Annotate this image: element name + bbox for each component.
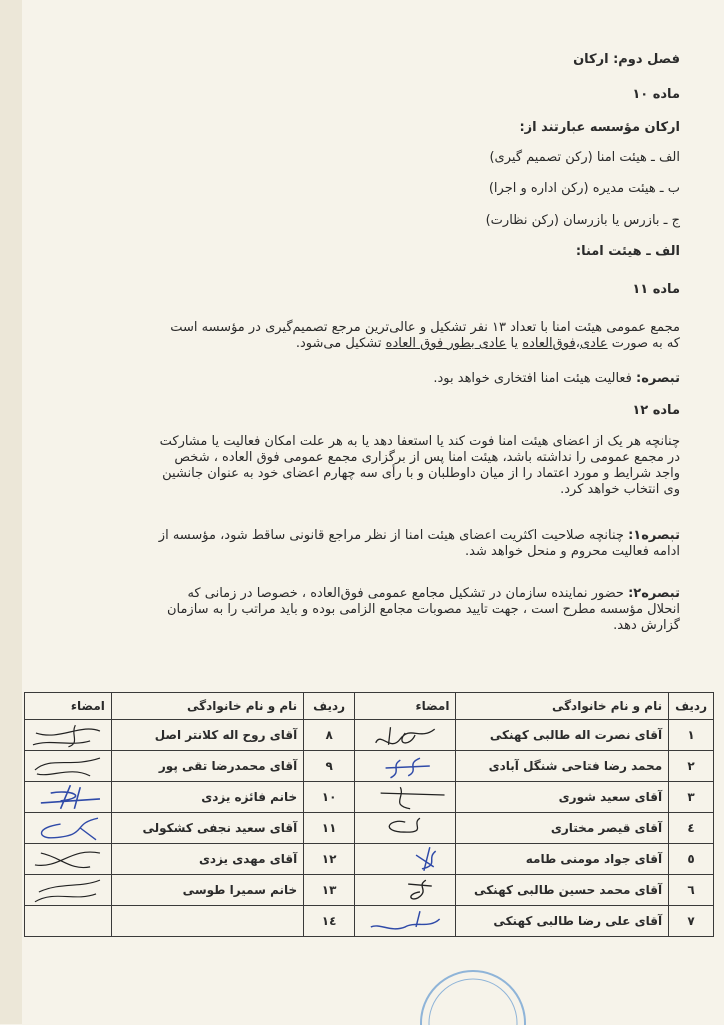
note-2 <box>55 586 680 634</box>
signature <box>25 875 112 906</box>
header-name: نام و نام خانوادگی <box>111 693 303 720</box>
signature-scribble <box>31 814 105 842</box>
signature <box>355 751 456 782</box>
row-number: ۷ <box>669 906 714 937</box>
article-12-heading: ماده ۱۲ <box>632 403 680 418</box>
pillar-a: الف ـ هیئت امنا (رکن تصمیم گیری) <box>489 150 680 165</box>
table-header-row <box>25 693 714 720</box>
text-span: که به صورت <box>607 336 680 351</box>
table-row <box>25 875 714 906</box>
signature <box>355 875 456 906</box>
row-number: ٦ <box>669 875 714 906</box>
section-a-heading: الف ـ هیئت امنا: <box>575 244 680 259</box>
member-name: آقای محمدرضا تقی پور <box>111 751 303 782</box>
header-signature: امضاء <box>355 693 456 720</box>
text-span: ، <box>575 336 580 351</box>
note-2-line-3: گزارش دهد. <box>613 618 680 633</box>
row-number: ۹ <box>304 751 355 782</box>
row-number: ۲ <box>669 751 714 782</box>
signature <box>25 751 112 782</box>
signature-table <box>24 692 714 937</box>
signature <box>355 844 456 875</box>
paper-edge <box>0 0 22 1024</box>
member-name: آقای علی رضا طالبی کهنکی <box>456 906 669 937</box>
table-row <box>25 751 714 782</box>
member-name <box>111 906 303 937</box>
signature-scribble <box>361 845 449 873</box>
signature <box>25 720 112 751</box>
signature-scribble <box>361 814 449 842</box>
row-number: ۱٤ <box>304 906 355 937</box>
article-11-line-1: مجمع عمومی هیئت امنا با تعداد ۱۳ نفر تشکیل و عالی‌ترین مرجع تصمیم‌گیری در مؤسسه است <box>170 320 680 335</box>
article-12-line-4: وی انتخاب خواهد کرد. <box>560 482 680 497</box>
table-row <box>25 782 714 813</box>
note-1-line-2: ادامه فعالیت محروم و منحل خواهد شد. <box>465 544 680 559</box>
article-11-line-2 <box>55 336 680 352</box>
note-line <box>433 371 680 387</box>
article-10-heading: ماده ۱۰ <box>632 87 680 102</box>
signature-scribble <box>31 752 105 780</box>
row-number: ٥ <box>669 844 714 875</box>
row-number: ۱۲ <box>304 844 355 875</box>
row-number: ۱ <box>669 720 714 751</box>
signature-empty <box>25 906 112 937</box>
member-name: آقای سعید نجفی کشکولی <box>111 813 303 844</box>
signature <box>355 720 456 751</box>
note-1 <box>55 528 680 560</box>
article-12-line-3: واجد شرایط و مورد اعتماد را از میان داوطلبان و با رأی سه چهارم اعضای خود به عنوان جانشین <box>162 466 680 481</box>
member-name: آقای سعید شوری <box>456 782 669 813</box>
header-signature: امضاء <box>25 693 112 720</box>
signature <box>25 844 112 875</box>
header-row-number: ردیف <box>669 693 714 720</box>
note-2-line-2: انحلال مؤسسه مطرح است ، جهت تایید مصوبات مجامع الزامی بوده و باید مراتب را به سازمان <box>166 602 680 617</box>
signature-scribble <box>361 783 449 811</box>
member-name: آقای نصرت اله طالبی کهنکی <box>456 720 669 751</box>
signature-scribble <box>31 721 105 749</box>
row-number: ۳ <box>669 782 714 813</box>
signature-scribble <box>31 876 105 904</box>
text-span: یا <box>506 336 523 351</box>
signature <box>355 906 456 937</box>
table-row <box>25 720 714 751</box>
underlined-term: فوق‌العاده <box>522 336 576 351</box>
note-1-line-1 <box>55 528 680 544</box>
note-2-label: تبصره۲: <box>628 586 680 601</box>
pillar-b: ب ـ هیئت مدیره (رکن اداره و اجرا) <box>488 181 680 196</box>
signature-scribble <box>361 876 449 904</box>
pillar-c: ج ـ بازرس یا بازرسان (رکن نظارت) <box>485 213 680 228</box>
note-label: تبصره: <box>636 371 680 386</box>
chapter-title: فصل دوم: ارکان <box>573 52 680 67</box>
signature-scribble <box>31 783 105 811</box>
row-number: ۱۳ <box>304 875 355 906</box>
signature <box>355 782 456 813</box>
header-name: نام و نام خانوادگی <box>456 693 669 720</box>
official-stamp <box>418 955 528 1025</box>
underlined-term: عادی <box>579 336 608 351</box>
row-number: ٤ <box>669 813 714 844</box>
member-name: خانم فائزه یزدی <box>111 782 303 813</box>
signature-scribble <box>361 907 449 935</box>
member-name: خانم سمیرا طوسی <box>111 875 303 906</box>
article-11-body <box>55 320 680 352</box>
member-name: آقای مهدی یزدی <box>111 844 303 875</box>
member-name: آقای قیصر مختاری <box>456 813 669 844</box>
note-2-line-1 <box>55 586 680 602</box>
note-1-label: تبصره۱: <box>628 528 680 543</box>
text-span: تشکیل می‌شود. <box>295 336 386 351</box>
header-row-number: ردیف <box>304 693 355 720</box>
signature <box>25 813 112 844</box>
signature <box>25 782 112 813</box>
article-12-body <box>55 434 680 498</box>
signature-scribble <box>361 721 449 749</box>
pillars-intro: ارکان مؤسسه عبارتند از: <box>519 120 680 135</box>
note-text: فعالیت هیئت امنا افتخاری خواهد بود. <box>433 371 637 386</box>
article-11-heading: ماده ۱۱ <box>632 282 680 297</box>
member-name: آقای جواد مومنی طامه <box>456 844 669 875</box>
table-row <box>25 844 714 875</box>
note-1-text: چنانچه صلاحیت اکثریت اعضای هیئت امنا از نظر مراجع قانونی ساقط شود، مؤسسه از <box>158 528 629 543</box>
row-number: ۸ <box>304 720 355 751</box>
member-name: آقای محمد حسین طالبی کهنکی <box>456 875 669 906</box>
note-2-text: حضور نماینده سازمان در تشکیل مجامع عمومی فوق‌العاده ، خصوصا در زمانی که <box>187 586 629 601</box>
signature-scribble <box>31 845 105 873</box>
signature <box>355 813 456 844</box>
member-name: محمد رضا فتاحی شنگل آبادی <box>456 751 669 782</box>
row-number: ۱۱ <box>304 813 355 844</box>
article-12-line-1: چنانچه هر یک از اعضای هیئت امنا فوت کند یا استعفا دهد یا به هر علت امکان فعالیت یا مشارکت <box>159 434 680 449</box>
row-number: ۱۰ <box>304 782 355 813</box>
article-12-line-2: در مجمع عمومی را نداشته باشد، هیئت امنا پس از برگزاری مجمع عمومی فوق العاده ، شخص <box>174 450 680 465</box>
table-row <box>25 906 714 937</box>
underlined-term: عادی بطور فوق العاده <box>385 336 507 351</box>
signature-scribble <box>361 752 449 780</box>
table-row <box>25 813 714 844</box>
member-name: آقای روح اله کلانتر اصل <box>111 720 303 751</box>
